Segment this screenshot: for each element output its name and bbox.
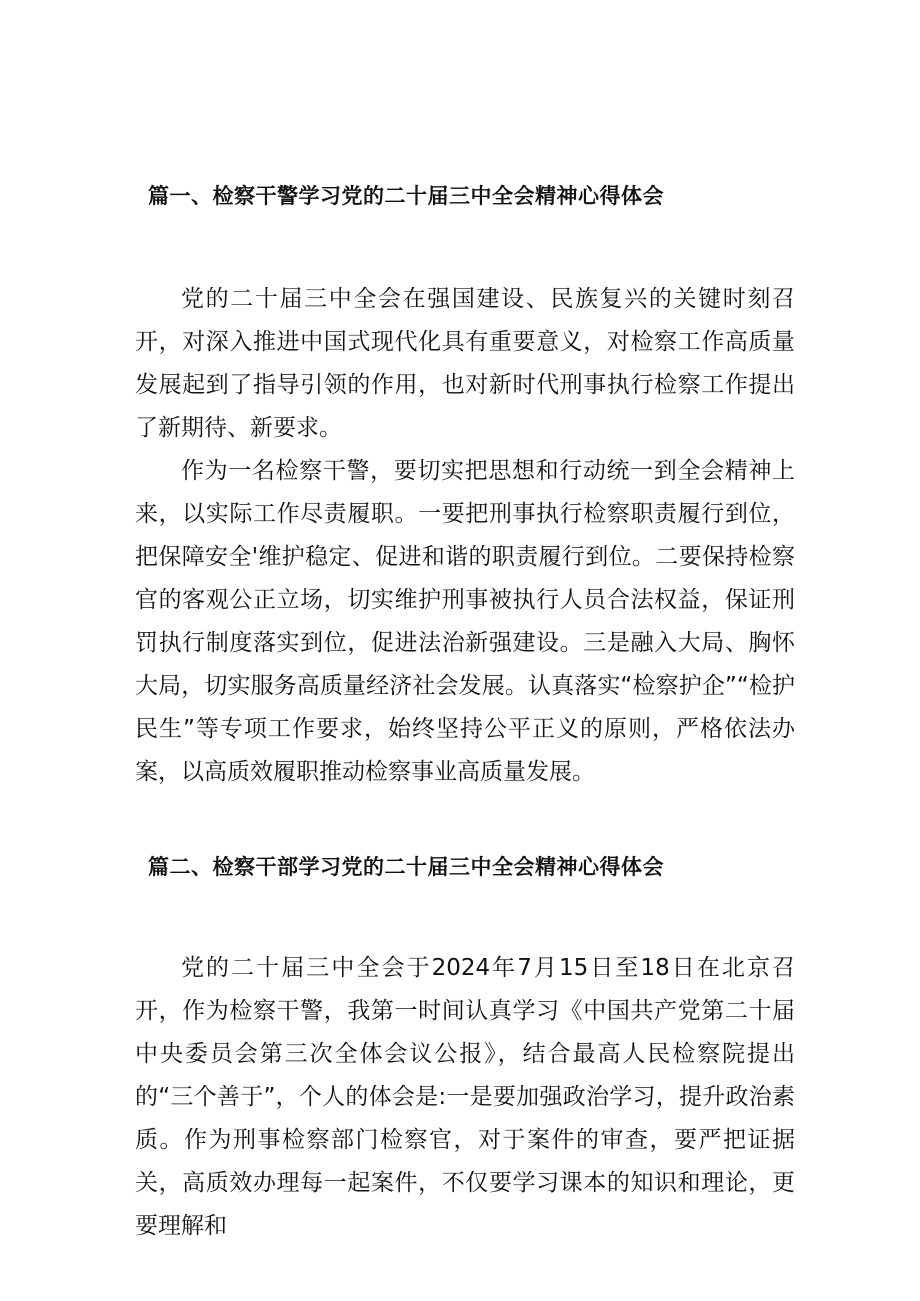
section-1-paragraph-1: 党的二十届三中全会在强国建设、民族复兴的关键时刻召开，对深入推进中国式现代化具有重要意义，对检察工作高质量发展起到了指导引领的作用，也对新时代刑事执行检察工作提出了新期待、新要求。 (135, 286, 795, 441)
section-2-title: 篇二、检察干部学习党的二十届三中全会精神心得体会 (148, 855, 664, 879)
section-2-paragraph-1: 党的二十届三中全会于2024年7月15日至18日在北京召开，作为检察干警，我第一时间认真学习《中国共产党第二十届中央委员会第三次全体会议公报》，结合最高人民检察院提出的“三个善于”，个人的体会是:一是要加强政治学习，提升政治素质。作为刑事检察部门检察官，对于案件的审查，要严把证据关，高质效办理每一起案件，不仅要学习课本的知识和理论，更要理解和 (135, 955, 795, 1239)
section-1-paragraph-2: 作为一名检察干警，要切实把思想和行动统一到全会精神上来，以实际工作尽责履职。一要把刑事执行检察职责履行到位，把保障安全'维护稳定、促进和谐的职责履行到位。二要保持检察官的客观公正立场，切实维护刑事被执行人员合法权益，保证刑罚执行制度落实到位，促进法治新强建设。三是融入大局、胸怀大局，切实服务高质量经济社会发展。认真落实“检察护企”“检护民生”等专项工作要求，始终坚持公平正义的原则，严格依法办案，以高质效履职推动检察事业高质量发展。 (135, 458, 795, 785)
section-1-title: 篇一、检察干警学习党的二十届三中全会精神心得体会 (148, 184, 664, 208)
